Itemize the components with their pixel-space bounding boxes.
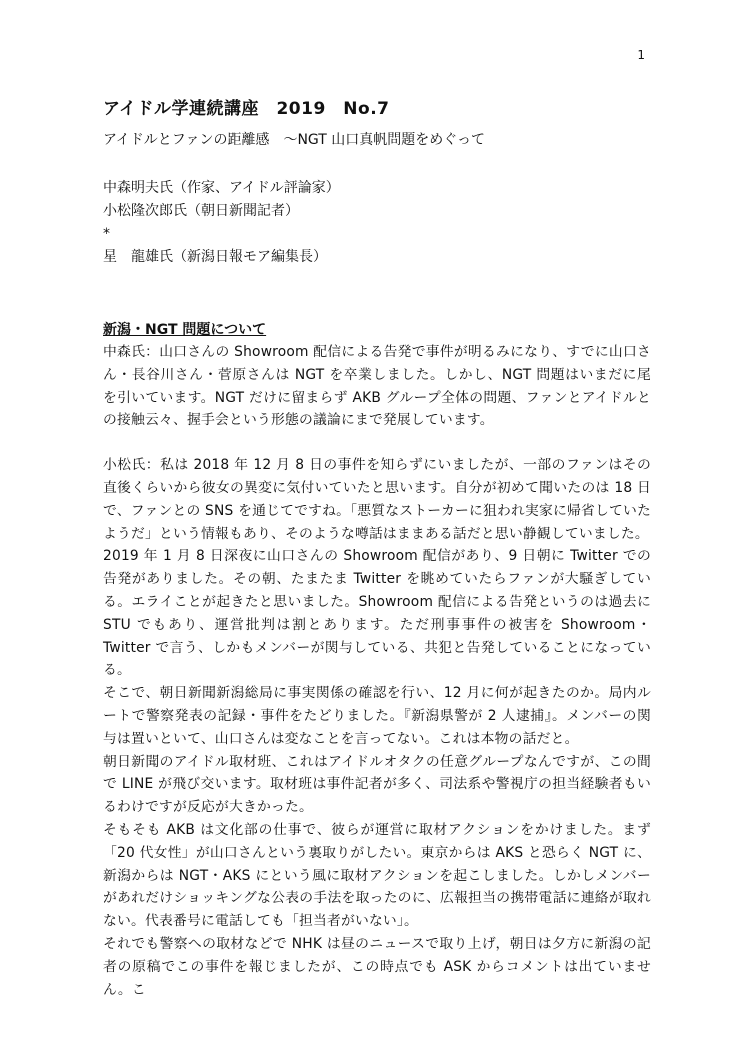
paragraph-gap [103, 432, 651, 454]
paragraph: そこで、朝日新聞新潟総局に事実関係の確認を行い、12 月に何が起きたのか。局内ルートで警察発表の記録・事件をたどりました。『新潟県警が 2 人逮捕』。メンバーの関与は置いといて、山口さんは変なことを言ってない。これは本物の話だと。 [103, 685, 651, 747]
speaker-item: 中森明夫氏（作家、アイドル評論家） [103, 180, 340, 196]
paragraph: 朝日新聞のアイドル取材班、これはアイドルオタクの任意グループなんですが、この間で LINE が飛び交います。取材班は事件記者が多く、司法系や警視庁の担当経験者もいるわけですが反応が大きかった。 [103, 753, 651, 816]
document-body [103, 94, 651, 1001]
speaker-item: 小松隆次郎氏（朝日新聞記者） [103, 203, 299, 219]
document-subtitle: アイドルとファンの距離感 ～NGT 山口真帆問題をめぐって [103, 132, 486, 148]
section-body [103, 341, 651, 1001]
paragraph: 小松氏：私は 2018 年 12 月 8 日の事件を知らずにいましたが、一部のファンはその直後くらいから彼女の異変に気付いていたと思います。自分が初めて聞いたのは 18 日で、ファンとの SNS を通じてですね。「悪質なストーカーに狙われ実家に帰省していたようだ」という情報もあり、そのような噂話はままある話だと思い静観していました。 [103, 457, 651, 542]
paragraph: それでも警察への取材などで NHK は昼のニュースで取り上げ，朝日は夕方に新潟の記者の原稿でこの事件を報じましたが、この時点でも ASK からコメントは出ていません。こ [103, 935, 651, 998]
document-title: アイドル学連続講座 2019 No.7 [103, 99, 390, 119]
paragraph: そもそも AKB は文化部の仕事で、彼らが運営に取材アクションをかけました。まず「20 代女性」が山口さんという裏取りがしたい。東京からは AKS と恐らく NGT に、新潟からは NGT・AKS にという風に取材アクションを起こしました。しかしメンバーがあれだけショッキングな公表の手法を取ったのに、広報担当の携帯電話に連絡が取れない。代表番号に電話しても「担当者がいない」。 [103, 821, 651, 930]
speaker-separator: * [103, 226, 110, 242]
page-number: 1 [637, 48, 645, 62]
speaker-list [103, 177, 651, 269]
speaker-item: 星 龍雄氏（新潟日報モア編集長） [103, 249, 327, 265]
paragraph: 2019 年 1 月 8 日深夜に山口さんの Showroom 配信があり、9 日朝に Twitter での告発がありました。その朝、たまたま Twitter を眺めていたらファンが大騒ぎしている。エライことが起きたと思いました。Showroom 配信による告発というのは過去に STU でもあり、運営批判は割とあります。ただ刑事事件の被害を Showroom・Twitter で言う、しかもメンバーが関与している、共犯と告発していることになっている。 [103, 548, 651, 679]
paragraph: 中森氏：山口さんの Showroom 配信による告発で事件が明るみになり、すでに山口さん・長谷川さん・菅原さんは NGT を卒業しました。しかし、NGT 問題はいまだに尾を引いています。NGT だけに留まらず AKB グループ全体の問題、ファンとアイドルとの接触云々、握手会という形態の議論にまで発展しています。 [103, 344, 651, 429]
section-heading: 新潟・NGT 問題について [103, 322, 267, 338]
